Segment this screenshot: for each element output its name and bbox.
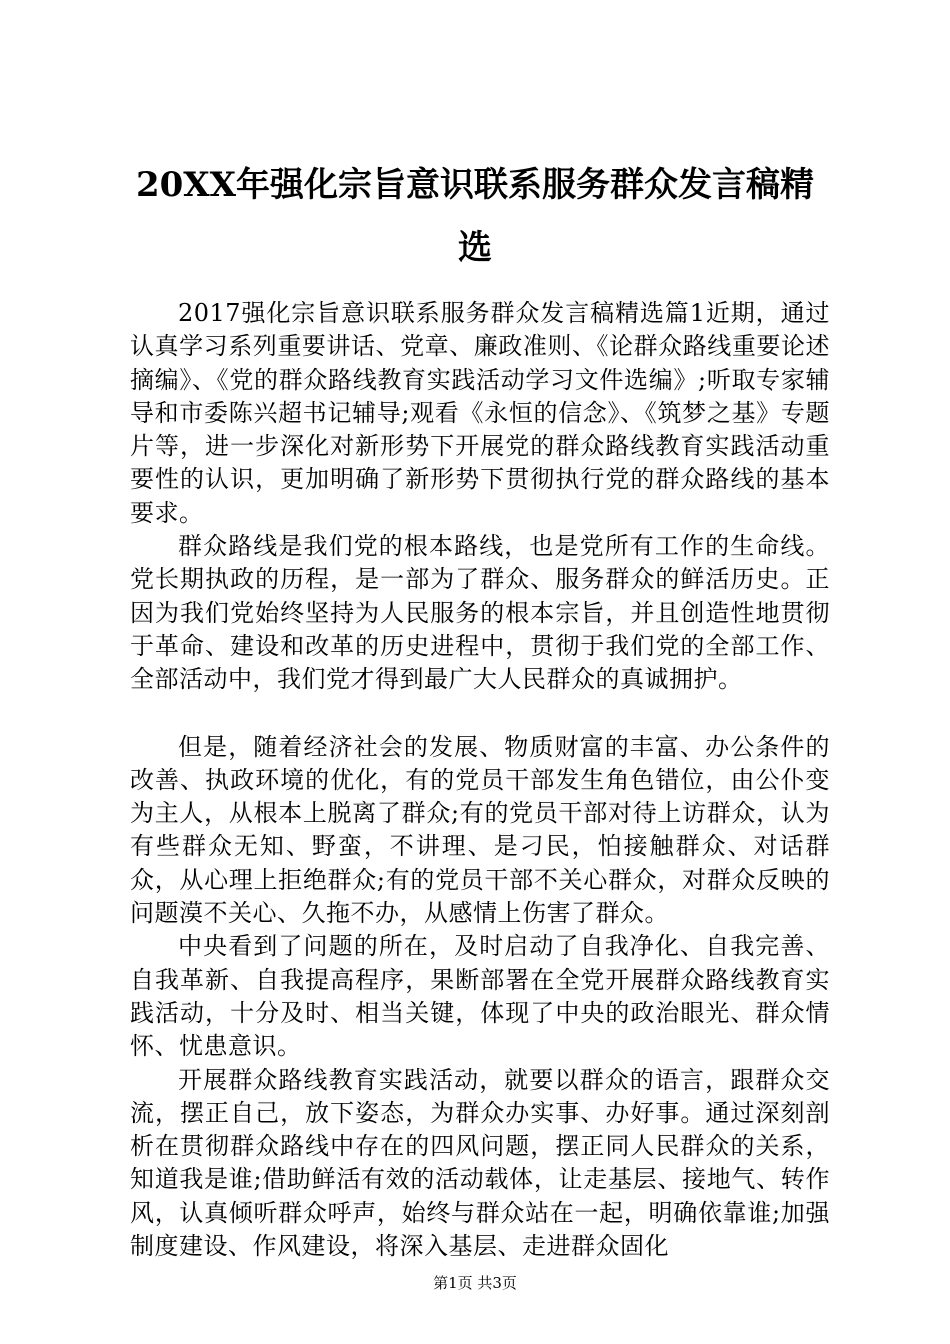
document-body bbox=[130, 297, 830, 1263]
paragraph-gap bbox=[130, 697, 830, 731]
paragraph: 2017强化宗旨意识联系服务群众发言稿精选篇1近期，通过认真学习系列重要讲话、党章、廉政准则、《论群众路线重要论述摘编》、《党的群众路线教育实践活动学习文件选编》;听取专家辅导和市委陈兴超书记辅导;观看《永恒的信念》、《筑梦之基》专题片等，进一步深化对新形势下开展党的群众路线教育实践活动重要性的认识，更加明确了新形势下贯彻执行党的群众路线的基本要求。 bbox=[130, 299, 830, 527]
paragraph: 开展群众路线教育实践活动，就要以群众的语言，跟群众交流，摆正自己，放下姿态，为群众办实事、办好事。通过深刻剖析在贯彻群众路线中存在的四风问题，摆正同人民群众的关系，知道我是谁;借助鲜活有效的活动载体，让走基层、接地气、转作风，认真倾听群众呼声，始终与群众站在一起，明确依靠谁;加强制度建设、作风建设，将深入基层、走进群众固化 bbox=[130, 1065, 830, 1261]
page-number-footer: 第1页 共3页 bbox=[433, 1274, 517, 1292]
document-title: 20XX年强化宗旨意识联系服务群众发言稿精 bbox=[135, 165, 815, 205]
paragraph: 但是，随着经济社会的发展、物质财富的丰富、办公条件的改善、执政环境的优化，有的党员干部发生角色错位，由公仆变为主人，从根本上脱离了群众;有的党员干部对待上访群众，认为有些群众无知、野蛮，不讲理、是刁民，怕接触群众、对话群众，从心理上拒绝群众;有的党员干部不关心群众，对群众反映的问题漠不关心、久拖不办，从感情上伤害了群众。 bbox=[130, 732, 830, 928]
paragraph: 群众路线是我们党的根本路线，也是党所有工作的生命线。党长期执政的历程，是一部为了群众、服务群众的鲜活历史。正因为我们党始终坚持为人民服务的根本宗旨，并且创造性地贯彻于革命、建设和改革的历史进程中，贯彻于我们党的全部工作、全部活动中，我们党才得到最广大人民群众的真诚拥护。 bbox=[130, 532, 830, 694]
paragraph: 中央看到了问题的所在，及时启动了自我净化、自我完善、自我革新、自我提高程序，果断部署在全党开展群众路线教育实践活动，十分及时、相当关键，体现了中央的政治眼光、群众情怀、忧患意识。 bbox=[130, 932, 830, 1061]
document-title-continued: 选 bbox=[458, 228, 492, 268]
